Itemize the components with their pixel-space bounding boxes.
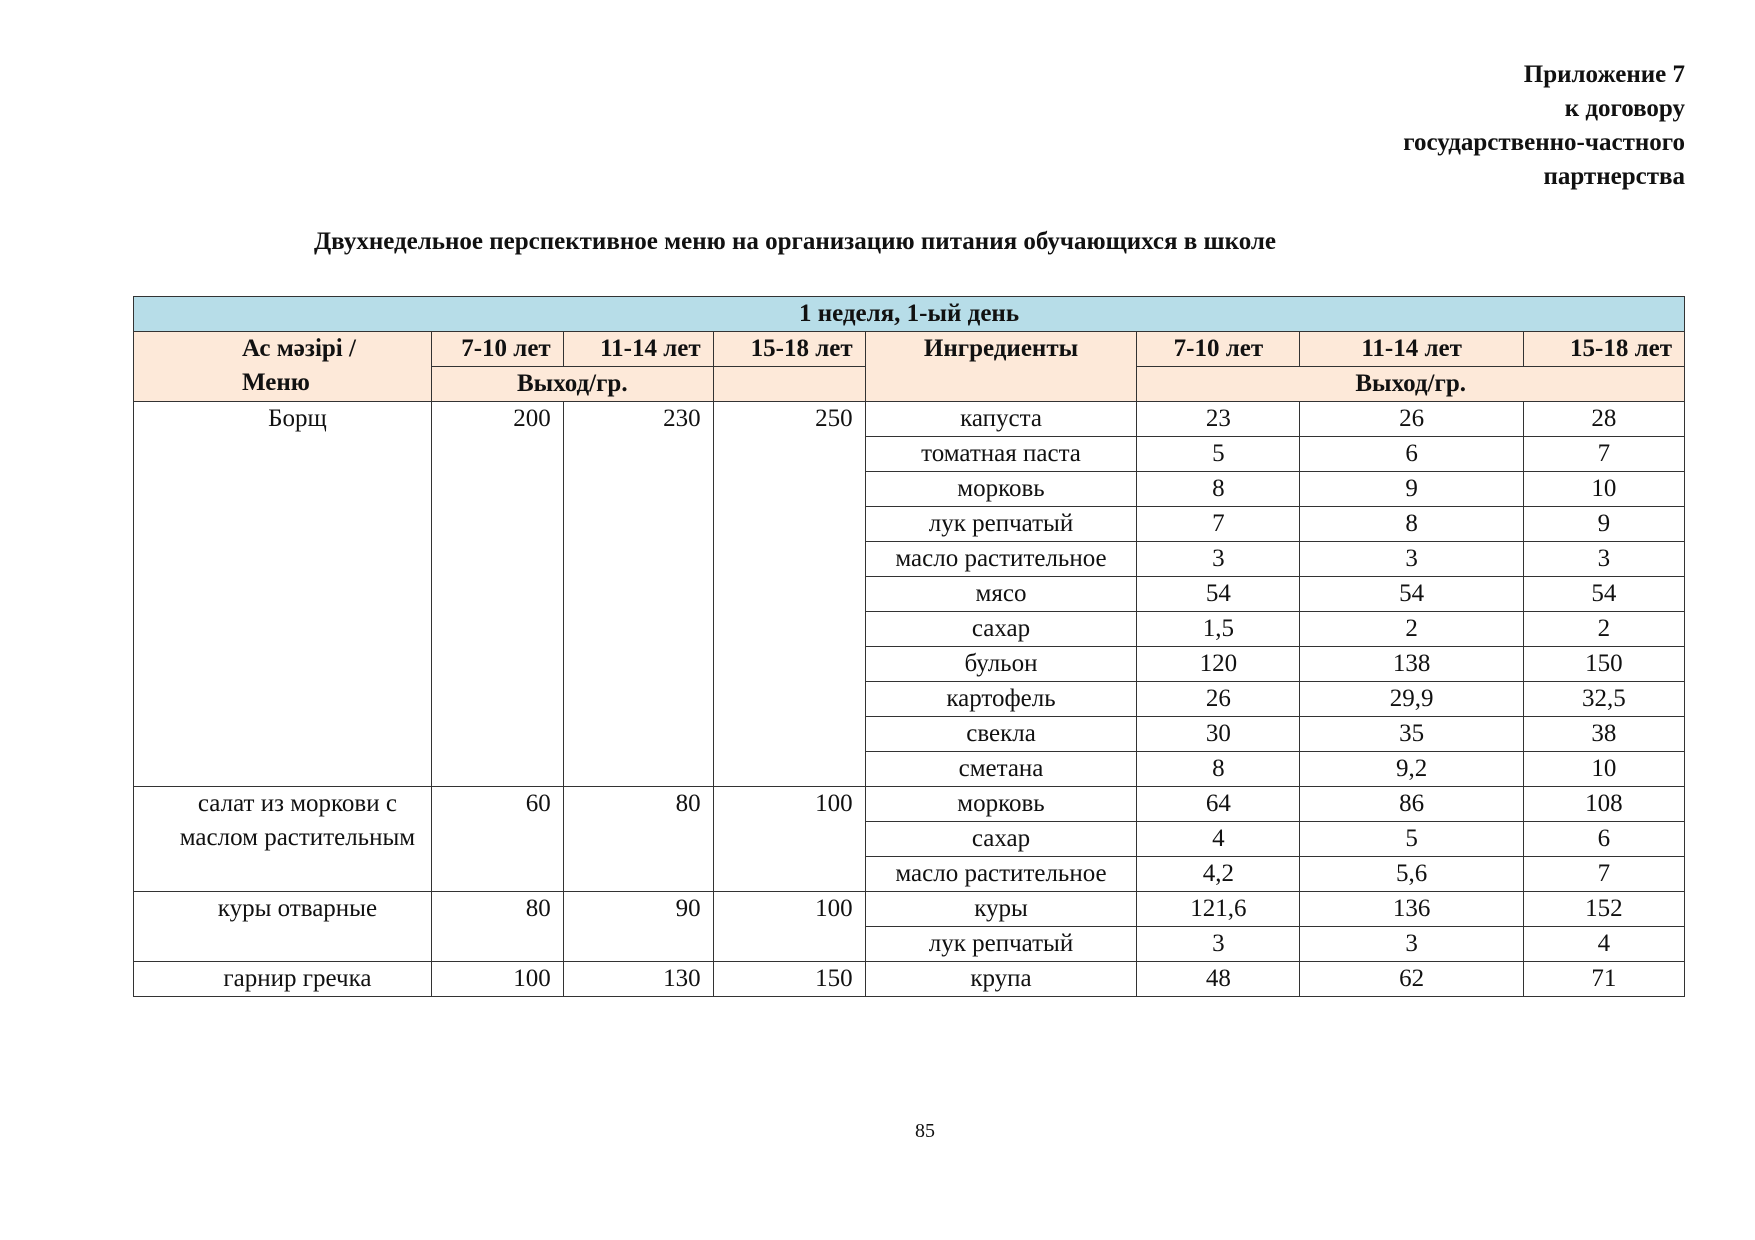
ingredient-amount-15-18: 10 [1523, 472, 1684, 507]
ingredient-amount-15-18: 71 [1523, 962, 1684, 997]
ingredient-amount-7-10: 3 [1137, 927, 1300, 962]
table-row [134, 962, 1685, 997]
ingredient-name: лук репчатый [865, 927, 1137, 962]
dish-yield-15-18: 100 [713, 787, 865, 892]
ingredient-amount-7-10: 121,6 [1137, 892, 1300, 927]
ingredient-name: масло растительное [865, 542, 1137, 577]
ingredient-amount-11-14: 3 [1300, 542, 1523, 577]
ingredient-amount-7-10: 7 [1137, 507, 1300, 542]
dish-yield-15-18: 150 [713, 962, 865, 997]
dish-yield-11-14: 90 [563, 892, 713, 962]
ing-11-14-header: 11-14 лет [1300, 332, 1523, 367]
ingredient-amount-15-18: 3 [1523, 542, 1684, 577]
ingredient-amount-7-10: 23 [1137, 402, 1300, 437]
dish-yield-7-10: 80 [431, 892, 563, 962]
dish-yield-15-18: 100 [713, 892, 865, 962]
ingredient-amount-7-10: 120 [1137, 647, 1300, 682]
ingredient-amount-7-10: 64 [1137, 787, 1300, 822]
ingredient-amount-15-18: 2 [1523, 612, 1684, 647]
table-row [134, 787, 1685, 822]
ingredient-amount-11-14: 5 [1300, 822, 1523, 857]
dish-name: Борщ [134, 402, 432, 787]
ingredient-amount-15-18: 150 [1523, 647, 1684, 682]
ingredient-amount-7-10: 4 [1137, 822, 1300, 857]
ingredient-amount-11-14: 54 [1300, 577, 1523, 612]
ingredient-amount-11-14: 8 [1300, 507, 1523, 542]
ingredient-amount-15-18: 4 [1523, 927, 1684, 962]
ingredient-name: свекла [865, 717, 1137, 752]
appendix-line: Приложение 7 [1523, 61, 1685, 88]
appendix-line: партнерства [1543, 163, 1685, 190]
yield-header-right: Выход/гр. [1137, 367, 1685, 402]
ingredient-amount-11-14: 35 [1300, 717, 1523, 752]
ingredient-amount-11-14: 138 [1300, 647, 1523, 682]
appendix-line: государственно-частного [1403, 129, 1685, 156]
ingredient-amount-7-10: 8 [1137, 472, 1300, 507]
ingredient-name: сахар [865, 822, 1137, 857]
ing-15-18-header: 15-18 лет [1523, 332, 1684, 367]
ingredient-amount-11-14: 2 [1300, 612, 1523, 647]
ingredient-name: бульон [865, 647, 1137, 682]
ingredient-amount-7-10: 30 [1137, 717, 1300, 752]
ingredient-name: картофель [865, 682, 1137, 717]
ingredient-amount-11-14: 26 [1300, 402, 1523, 437]
ingredient-amount-15-18: 10 [1523, 752, 1684, 787]
age-7-10-header: 7-10 лет [431, 332, 563, 367]
age-11-14-header: 11-14 лет [563, 332, 713, 367]
ingredient-amount-7-10: 3 [1137, 542, 1300, 577]
ingredient-name: сахар [865, 612, 1137, 647]
table-row [134, 402, 1685, 437]
ingredient-amount-15-18: 6 [1523, 822, 1684, 857]
appendix-line: к договору [1564, 95, 1685, 122]
menu-column-header: Ас мәзірі / Меню [134, 332, 432, 402]
ingredient-amount-11-14: 3 [1300, 927, 1523, 962]
ingredient-name: томатная паста [865, 437, 1137, 472]
ingredient-name: мясо [865, 577, 1137, 612]
ingredient-name: куры [865, 892, 1137, 927]
dish-yield-7-10: 100 [431, 962, 563, 997]
ingredient-name: морковь [865, 787, 1137, 822]
ingredient-name: капуста [865, 402, 1137, 437]
ingredient-amount-11-14: 86 [1300, 787, 1523, 822]
ingredient-amount-11-14: 9 [1300, 472, 1523, 507]
ingredient-amount-15-18: 152 [1523, 892, 1684, 927]
document-title: Двухнедельное перспективное меню на организацию питания обучающихся в школе [313, 228, 1277, 255]
ingredient-amount-15-18: 32,5 [1523, 682, 1684, 717]
ingredient-amount-7-10: 1,5 [1137, 612, 1300, 647]
ingredient-name: лук репчатый [865, 507, 1137, 542]
age-15-18-header: 15-18 лет [713, 332, 865, 367]
ingredient-name: морковь [865, 472, 1137, 507]
dish-yield-7-10: 200 [431, 402, 563, 787]
ingredient-amount-11-14: 62 [1300, 962, 1523, 997]
ingredient-amount-7-10: 48 [1137, 962, 1300, 997]
ingredient-amount-11-14: 29,9 [1300, 682, 1523, 717]
ingredient-amount-15-18: 28 [1523, 402, 1684, 437]
week-day-header: 1 неделя, 1-ый день [134, 297, 1685, 332]
ingredient-amount-7-10: 5 [1137, 437, 1300, 472]
ingredient-amount-11-14: 136 [1300, 892, 1523, 927]
dish-yield-11-14: 80 [563, 787, 713, 892]
ingredient-name: сметана [865, 752, 1137, 787]
ingredient-amount-15-18: 7 [1523, 857, 1684, 892]
dish-name: куры отварные [134, 892, 432, 962]
ingredient-amount-11-14: 5,6 [1300, 857, 1523, 892]
ingredient-amount-11-14: 6 [1300, 437, 1523, 472]
ingredient-amount-15-18: 7 [1523, 437, 1684, 472]
dish-yield-11-14: 230 [563, 402, 713, 787]
dish-yield-11-14: 130 [563, 962, 713, 997]
appendix-note [1185, 58, 1685, 194]
ingredient-name: крупа [865, 962, 1137, 997]
ingredients-header: Ингредиенты [865, 332, 1137, 402]
dish-yield-15-18: 250 [713, 402, 865, 787]
yield-header-blank [713, 367, 865, 402]
ingredient-amount-15-18: 38 [1523, 717, 1684, 752]
ingredient-amount-7-10: 26 [1137, 682, 1300, 717]
page-number: 85 [915, 1120, 935, 1142]
table-row [134, 892, 1685, 927]
dish-yield-7-10: 60 [431, 787, 563, 892]
ingredient-name: масло растительное [865, 857, 1137, 892]
ing-7-10-header: 7-10 лет [1137, 332, 1300, 367]
ingredient-amount-11-14: 9,2 [1300, 752, 1523, 787]
ingredient-amount-7-10: 8 [1137, 752, 1300, 787]
dish-name: гарнир гречка [134, 962, 432, 997]
ingredient-amount-15-18: 54 [1523, 577, 1684, 612]
dish-name: салат из моркови с маслом растительным [134, 787, 432, 892]
yield-header-left: Выход/гр. [431, 367, 713, 402]
ingredient-amount-15-18: 108 [1523, 787, 1684, 822]
menu-table [133, 296, 1685, 997]
ingredient-amount-15-18: 9 [1523, 507, 1684, 542]
ingredient-amount-7-10: 4,2 [1137, 857, 1300, 892]
ingredient-amount-7-10: 54 [1137, 577, 1300, 612]
